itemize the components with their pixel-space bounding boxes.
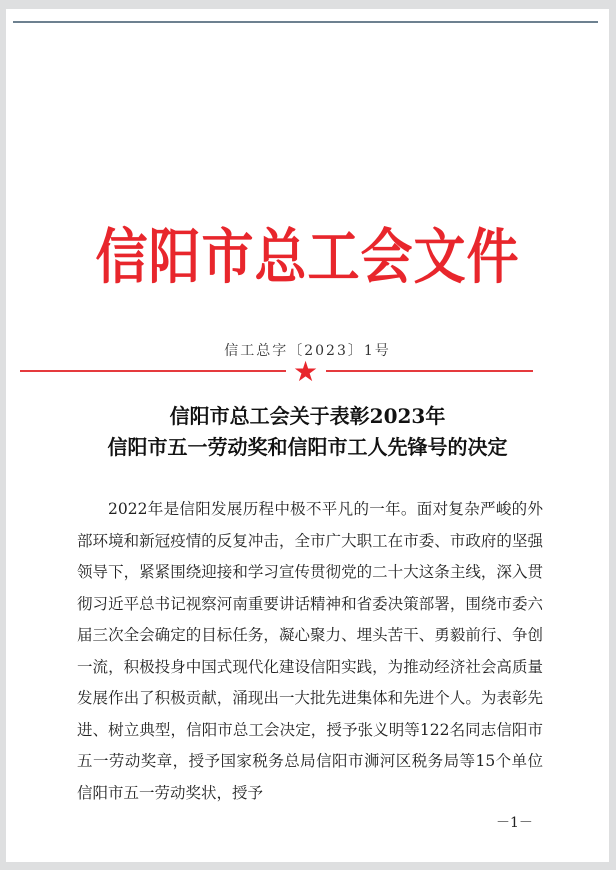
page-number: －1－ bbox=[496, 815, 533, 831]
document-title-line2: 信阳市五一劳动奖和信阳市工人先锋号的决定 bbox=[107, 435, 508, 459]
red-divider-left bbox=[20, 370, 286, 372]
body-paragraph: 2022年是信阳发展历程中极不平凡的一年。面对复杂严峻的外部环境和新冠疫情的反复冲击，全市广大职工在市委、市政府的坚强领导下，紧紧围绕迎接和学习宣传贯彻党的二十大这条主线，深入贯彻习近平总书记视察河南重要讲话精神和省委决策部署，围绕市委六届三次全会确定的目标任务，凝心聚力、埋头苦干、勇毅前行、争创一流，积极投身中国式现代化建设信阳实践，为推动经济社会高质量发展作出了积极贡献，涌现出一大批先进集体和先进个人。为表彰先进、树立典型，信阳市总工会决定，授予张义明等122名同志信阳市五一劳动奖章，授予国家税务总局信阳市浉河区税务局等15个单位信阳市五一劳动奖状，授予 bbox=[77, 500, 543, 802]
document-body bbox=[77, 494, 543, 809]
document-number: 信工总字〔2023〕1号 bbox=[224, 343, 391, 359]
red-star-icon: ★ bbox=[293, 355, 319, 388]
document-page bbox=[6, 9, 609, 862]
viewer-top-rule bbox=[13, 21, 598, 23]
red-header-title: 信阳市总工会文件 bbox=[95, 223, 520, 293]
document-title-line1: 信阳市总工会关于表彰2023年 bbox=[169, 404, 446, 428]
red-divider-right bbox=[326, 370, 533, 372]
